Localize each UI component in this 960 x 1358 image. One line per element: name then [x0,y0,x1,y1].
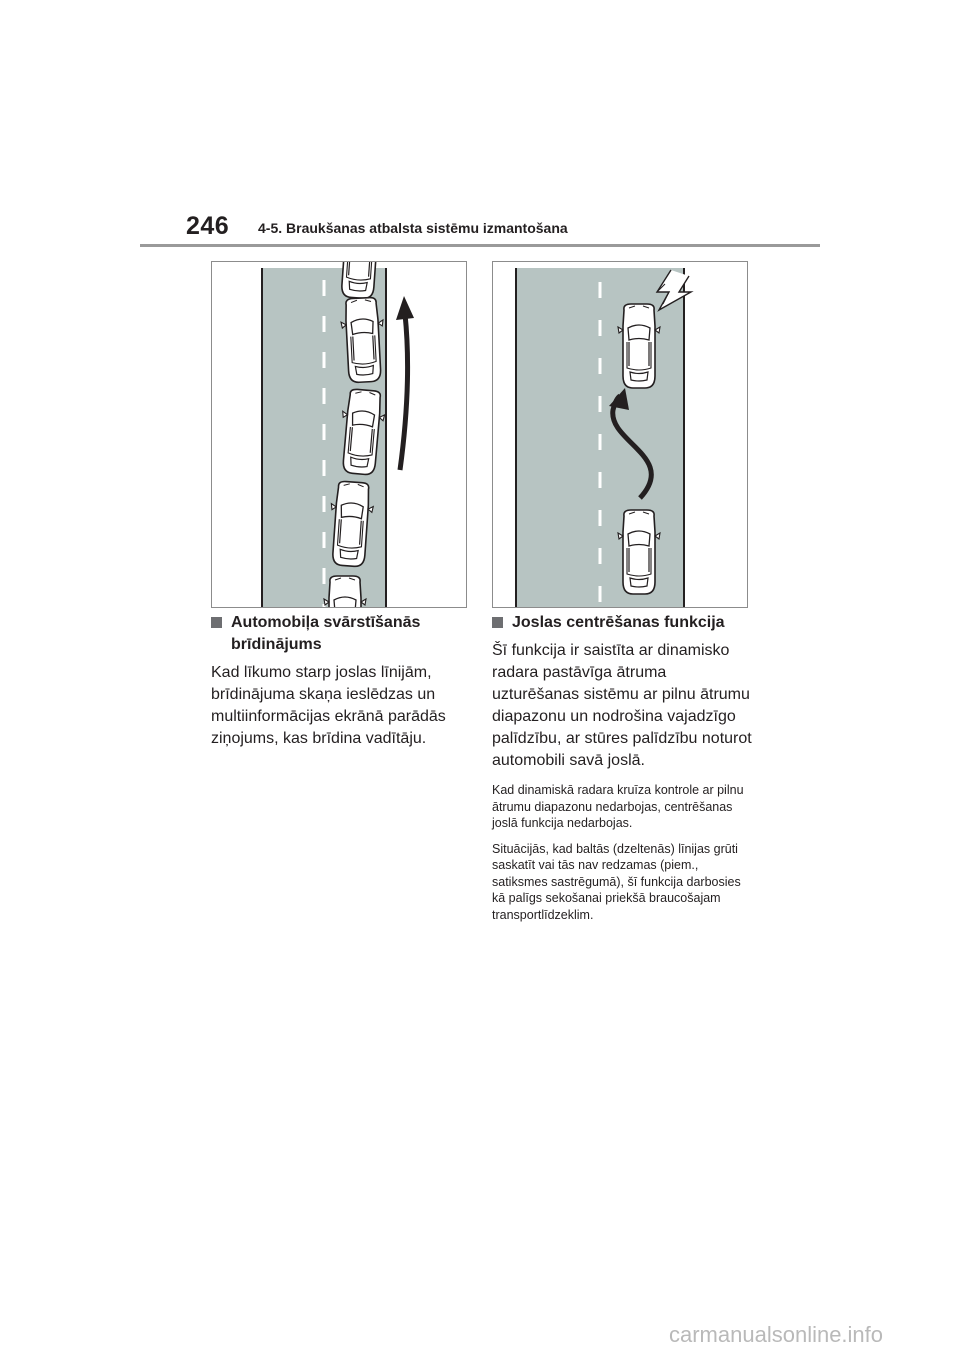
sway-warning-illustration [211,261,467,608]
section-heading [211,612,471,656]
direction-arrow-head [396,296,414,320]
lane-centering-section [492,612,752,932]
section-title: 4-5. Braukšanas atbalsta sistēmu izmantošana [258,220,568,236]
watermark: carmanualsonline.info [669,1322,884,1347]
square-bullet-icon [492,617,503,628]
body-paragraph: Šī funkcija ir saistīta ar dinamisko radara pastāvīga ātruma uzturēšanas sistēmu ar pilnu ātrumu diapazonu un nodrošina vajadzīgo palīdzību, ar stūres palīdzību noturot automobili savā joslā. [492,642,752,769]
car-icon-front [618,304,660,388]
sway-warning-section [211,612,471,760]
note-paragraph-1: Kad dinamiskā radara kruīza kontrole ar pilnu ātrumu diapazonu nedarbojas, centrēšanas joslā funkcija nedarbojas. [492,783,744,830]
heading-text: Automobiļa svārstīšanās brīdinājums [231,614,421,653]
direction-arrow-shaft [400,314,408,470]
lane-centering-illustration [492,261,748,608]
car-icon-rear [618,510,660,594]
header-divider [140,244,820,247]
section-heading [492,612,752,634]
page-number: 246 [186,212,230,240]
heading-text: Joslas centrēšanas funkcija [512,614,725,631]
note-paragraph-2: Situācijās, kad baltās (dzeltenās) līnijas grūti saskatīt vai tās nav redzamas (piem., satiksmes sastrēgumā), šī funkcija darbosies kā palīgs sekošanai priekšā braucošajam transportlīdzeklim. [492,841,741,922]
body-paragraph: Kad līkumo starp joslas līnijām, brīdinājuma skaņa ieslēdzas un multiinformācijas ekrānā parādās ziņojums, kas brīdina vadītāju. [211,664,446,747]
car-icon-5 [324,576,366,607]
square-bullet-icon [211,617,222,628]
